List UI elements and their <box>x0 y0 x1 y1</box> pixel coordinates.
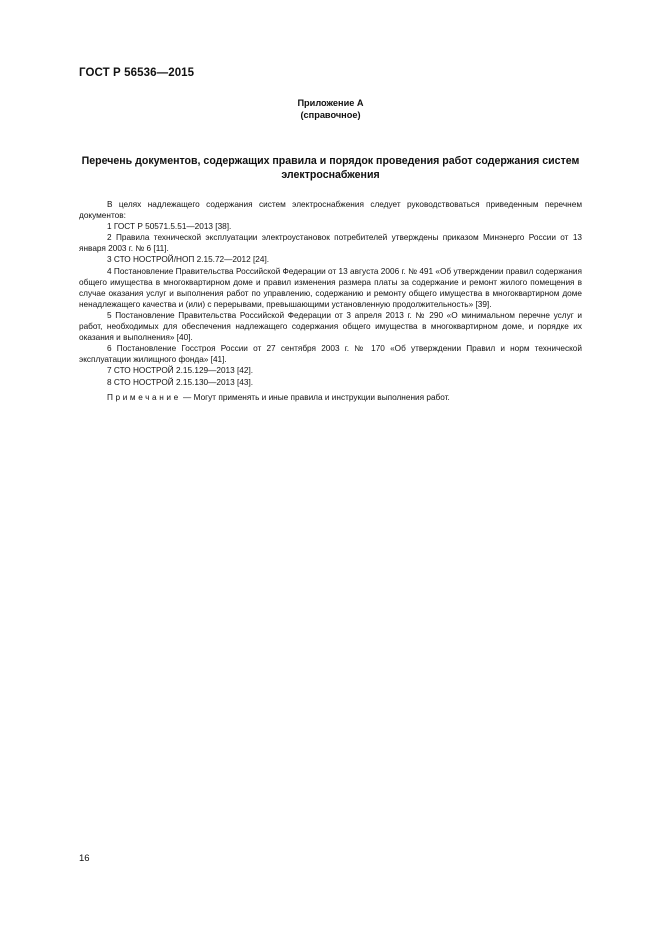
list-item: 1 ГОСТ Р 50571.5.51—2013 [38]. <box>107 222 232 232</box>
annex-subtitle: (справочное) <box>300 110 361 120</box>
note-text: — Могут применять и иные правила и инструкции выполнения работ. <box>180 392 450 402</box>
annex-title: Приложение А <box>297 98 364 108</box>
intro-paragraph: В целях надлежащего содержания систем электроснабжения следует руководствоваться приведенным перечнем документов: <box>79 200 582 221</box>
note-label: Примечание <box>107 392 181 402</box>
list-item: 8 СТО НОСТРОЙ 2.15.130—2013 [43]. <box>107 377 254 387</box>
list-item: 3 СТО НОСТРОЙ/НОП 2.15.72—2012 [24]. <box>107 255 270 265</box>
list-item: 6 Постановление Госстроя России от 27 сентября 2003 г. № 170 «Об утверждении Правил и норм технической эксплуатации жилищного фонда» [41]. <box>79 344 582 365</box>
list-item: 2 Правила технической эксплуатации электроустановок потребителей утверждены приказом Минэнерго России от 13 января 2003 г. № 6 [11]. <box>79 233 582 254</box>
document-code: ГОСТ Р 56536—2015 <box>79 67 195 79</box>
list-item: 7 СТО НОСТРОЙ 2.15.129—2013 [42]. <box>107 366 254 376</box>
page-number: 16 <box>79 853 90 864</box>
document-body <box>79 199 582 403</box>
list-item: 5 Постановление Правительства Российской Федерации от 3 апреля 2013 г. № 290 «О минимальном перечне услуг и работ, необходимых для обеспечения надлежащего содержания общего имущества в многоквартирном доме, и порядке их оказания и выполнения» [40]. <box>79 310 582 343</box>
section-title: Перечень документов, содержащих правила и порядок проведения работ содержания систем электроснабжения <box>81 155 580 181</box>
annex-heading <box>0 97 661 121</box>
note-paragraph <box>79 392 582 403</box>
list-item: 4 Постановление Правительства Российской Федерации от 13 августа 2006 г. № 491 «Об утверждении правил содержания общего имущества в многоквартирном доме и правил изменения размера платы за содержание и ремонт жилого помещения в случае оказания услуг и выполнения работ по управлению, содержанию и ремонту общего имущества в многоквартирном доме ненадлежащего качества и (или) с перерывами, превышающими установленную продолжительность» [39]. <box>79 266 582 309</box>
